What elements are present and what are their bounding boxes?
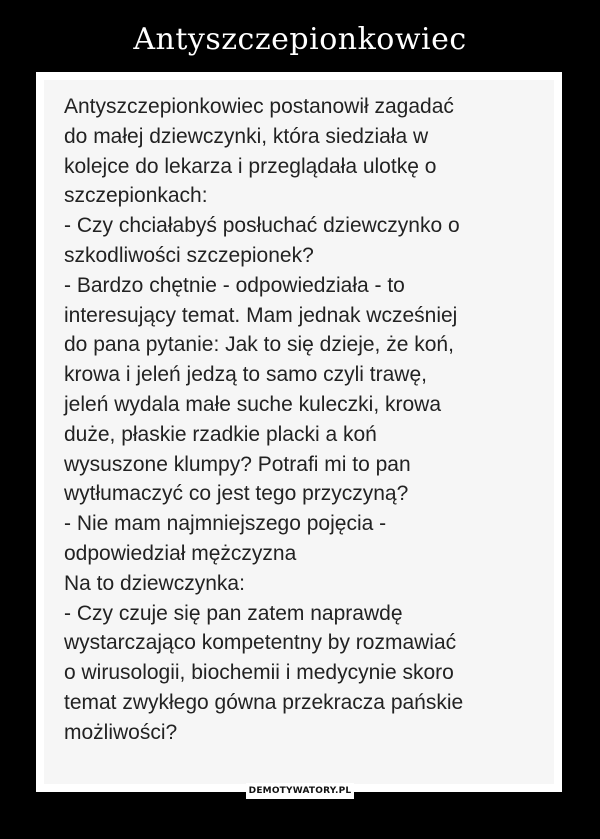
text-card [44,80,554,784]
text-line: interesujący temat. Mam jednak wcześniej [64,303,458,327]
text-line: szczepionkach: [64,184,208,208]
text-line: wytłumaczyć co jest tego przyczyną? [64,482,409,506]
text-line: - Nie mam najmniejszego pojęcia - [64,512,387,536]
watermark-label: DEMOTYWATORY.PL [246,783,354,799]
text-line: wystarczająco kompetentny by rozmawiać [64,631,457,655]
page-title: Antyszczepionkowiec [133,22,467,57]
text-line: do małej dziewczynki, która siedziała w [64,124,429,148]
text-line: temat zwykłego gówna przekracza pańskie [64,690,464,714]
text-line: - Czy chciałabyś posłuchać dziewczynko o [64,214,460,238]
text-line: - Bardzo chętnie - odpowiedziała - to [64,273,405,297]
text-line: duże, płaskie rzadkie placki a koń [64,422,377,446]
text-line: krowa i jeleń jedzą to samo czyli trawę, [64,363,427,387]
text-line: możliwości? [64,720,178,744]
text-line: Na to dziewczynka: [64,571,245,595]
text-line: wysuszone klumpy? Potrafi mi to pan [64,452,411,476]
text-line: Antyszczepionkowiec postanowił zagadać [64,95,454,118]
text-line: - Czy czuje się pan zatem naprawdę [64,601,403,625]
text-line: do pana pytanie: Jak to się dzieje, że koń, [64,333,454,357]
text-line: szkodliwości szczepionek? [64,243,314,267]
text-line: o wirusologii, biochemii i medycynie skoro [64,661,454,685]
text-line: kolejce do lekarza i przeglądała ulotkę o [64,154,437,178]
text-line: odpowiedział mężczyzna [64,541,297,565]
text-line: jeleń wydala małe suche kuleczki, krowa [64,392,442,416]
